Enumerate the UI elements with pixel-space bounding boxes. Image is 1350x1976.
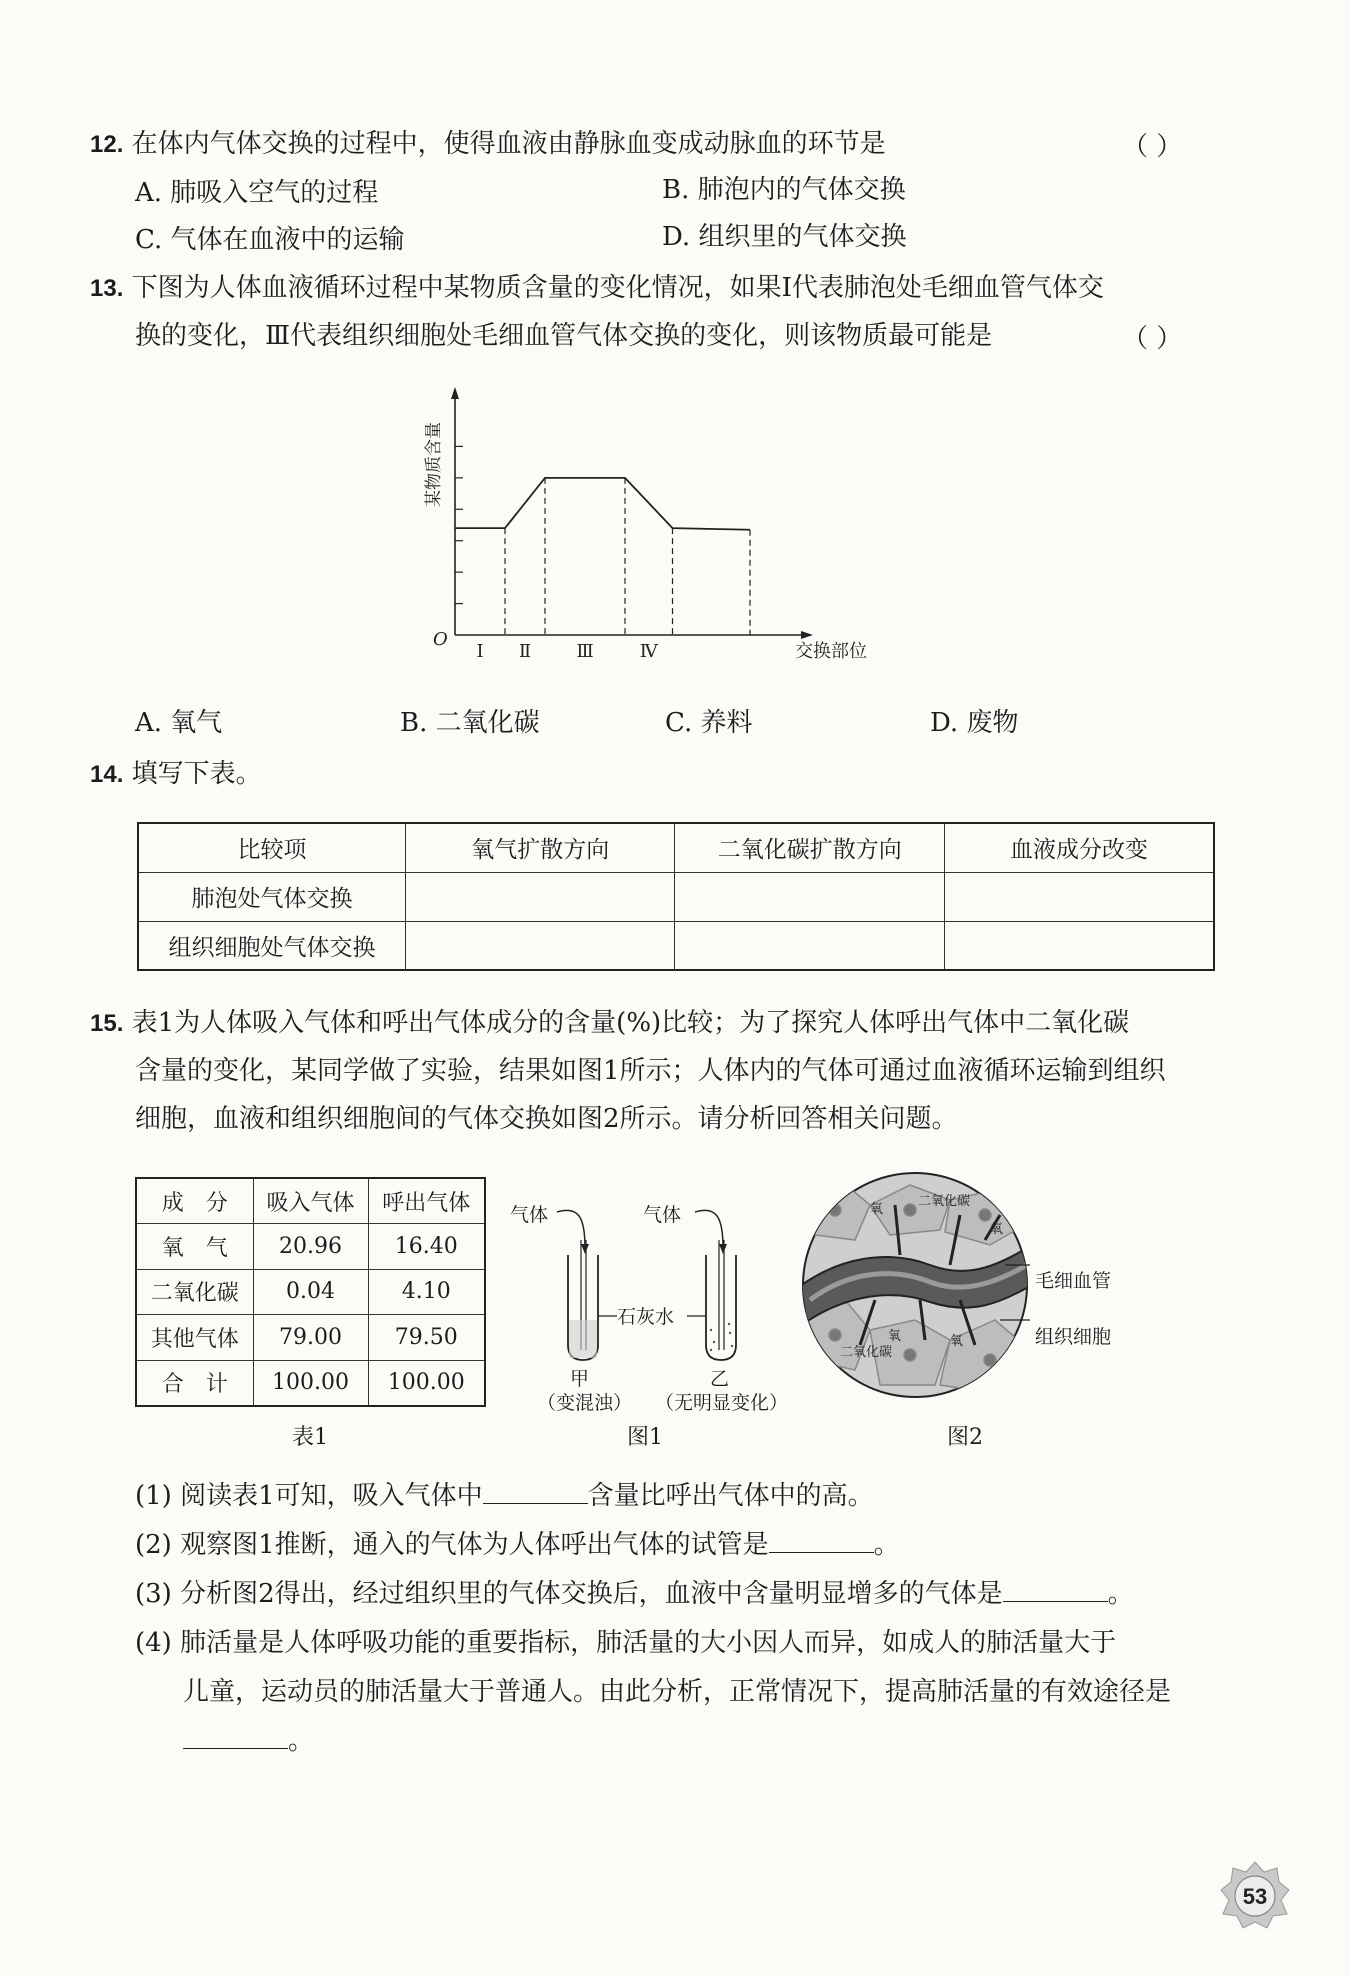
fig2-co2-top: 二氧化碳	[918, 1194, 971, 1209]
table-cell: 二氧化碳	[136, 1269, 253, 1315]
series-line	[455, 478, 750, 530]
q14-number: 14.	[90, 761, 124, 788]
fig1-reagent-label: 石灰水	[617, 1306, 675, 1328]
table-header-cell: 呼出气体	[368, 1178, 485, 1224]
table-cell: 20.96	[253, 1224, 368, 1270]
q14-stem-line	[90, 756, 262, 793]
fig1-tube-b-note: （无明显变化）	[655, 1392, 789, 1414]
q15-sub4-line3	[183, 1723, 314, 1759]
table-row-label: 组织细胞处气体交换	[138, 921, 406, 970]
x-tick-label: Ⅱ	[518, 641, 532, 662]
q13-stem-2: 换的变化，Ⅲ代表组织细胞处毛细血管气体交换的变化，则该物质最可能是	[135, 321, 993, 351]
answer-blank[interactable]	[769, 1527, 874, 1553]
table-row	[138, 872, 1214, 921]
page-number-badge	[1219, 1860, 1291, 1932]
answer-cell[interactable]	[406, 921, 675, 970]
fig1-tube-b-label: 乙	[710, 1368, 730, 1390]
table-row	[136, 1224, 485, 1270]
figure-2-caption: 图2	[947, 1425, 983, 1450]
q15-sub2-text-b: 。	[873, 1530, 900, 1560]
table-row-label: 肺泡处气体交换	[138, 872, 406, 921]
answer-cell[interactable]	[944, 872, 1214, 921]
table-row	[136, 1315, 485, 1361]
q15-stem-line1	[90, 1005, 1129, 1042]
fig1-gas-left: 气体	[510, 1204, 549, 1226]
q14-table	[137, 822, 1215, 971]
figure-2-capillary-diagram	[800, 1170, 1030, 1400]
y-axis-label: 某物质含量	[424, 422, 444, 507]
q13-option-c[interactable]: C. 养料	[665, 708, 753, 738]
q12-stem-line	[90, 126, 886, 163]
origin-label: O	[433, 629, 448, 650]
substance-content-chart	[415, 385, 935, 675]
limewater-b-dots	[710, 1323, 733, 1351]
table-header-cell: 氧气扩散方向	[406, 823, 675, 872]
table-row	[136, 1269, 485, 1315]
x-axis-label: 交换部位	[795, 641, 867, 662]
table-cell: 100.00	[253, 1360, 368, 1406]
q12-number: 12.	[90, 131, 124, 158]
table-cell: 79.00	[253, 1315, 368, 1361]
fig2-co2-bottom: 二氧化碳	[840, 1345, 893, 1360]
arrow-head-icon	[581, 1244, 589, 1254]
table-header-row	[136, 1178, 485, 1224]
q15-sub4-line1: (4) 肺活量是人体呼吸功能的重要指标，肺活量的大小因人而异，如成人的肺活量大于	[135, 1628, 1117, 1658]
page-number: 53	[1242, 1884, 1268, 1909]
table-header-cell: 血液成分改变	[944, 823, 1214, 872]
table-row	[138, 921, 1214, 970]
y-axis-arrow-icon	[451, 387, 459, 399]
table-1-caption: 表1	[292, 1425, 328, 1450]
q15-sub1	[135, 1478, 874, 1514]
table-cell: 合 计	[136, 1360, 253, 1406]
answer-blank[interactable]	[483, 1478, 588, 1504]
answer-cell[interactable]	[675, 921, 944, 970]
x-axis-arrow-icon	[801, 631, 813, 639]
fig2-o2-right: 氧	[990, 1222, 1004, 1237]
q13-option-a[interactable]: A. 氧气	[135, 708, 223, 738]
q15-sub4-line2: 儿童，运动员的肺活量大于普通人。由此分析，正常情况下，提高肺活量的有效途径是	[183, 1677, 1172, 1707]
q15-sub3-text-a: (3) 分析图2得出，经过组织里的气体交换后，血液中含量明显增多的气体是	[135, 1579, 1003, 1609]
q15-stem-2: 含量的变化，某同学做了实验，结果如图1所示；人体内的气体可通过血液循环运输到组织	[135, 1056, 1166, 1086]
q12-stem: 在体内气体交换的过程中，使得血液由静脉血变成动脉血的环节是	[131, 129, 886, 159]
table-cell: 氧 气	[136, 1224, 253, 1270]
x-tick-label: Ⅲ	[576, 641, 594, 662]
table-1	[135, 1177, 486, 1407]
limewater-a	[569, 1320, 597, 1358]
q15-sub1-text-a: (1) 阅读表1可知，吸入气体中	[135, 1481, 483, 1511]
fig1-gas-right: 气体	[643, 1204, 682, 1226]
table-cell: 16.40	[368, 1224, 485, 1270]
table-row	[136, 1360, 485, 1406]
q14-stem: 填写下表。	[131, 759, 262, 789]
table-header-cell: 成 分	[136, 1178, 253, 1224]
fig2-o2-bottom: 氧	[888, 1329, 902, 1344]
fig2-o2-top: 氧	[870, 1202, 884, 1217]
fig1-tube-a-label: 甲	[570, 1368, 590, 1390]
x-tick-label: Ⅰ	[476, 641, 484, 662]
q15-sub2-text-a: (2) 观察图1推断，通入的气体为人体呼出气体的试管是	[135, 1530, 769, 1560]
table-header-cell: 二氧化碳扩散方向	[675, 823, 944, 872]
answer-blank[interactable]	[1003, 1576, 1108, 1602]
q13-answer-paren[interactable]: （ ）	[1122, 324, 1183, 354]
table-header-cell: 比较项	[138, 823, 406, 872]
q13-stem-1: 下图为人体血液循环过程中某物质含量的变化情况，如果Ⅰ代表肺泡处毛细血管气体交	[131, 273, 1104, 303]
table-cell: 0.04	[253, 1269, 368, 1315]
q15-sub1-text-b: 含量比呼出气体中的高。	[587, 1481, 874, 1511]
answer-cell[interactable]	[675, 872, 944, 921]
q15-sub3	[135, 1576, 1134, 1612]
answer-cell[interactable]	[406, 872, 675, 921]
q15-sub4-end: 。	[288, 1726, 315, 1756]
q15-stem-3: 细胞，血液和组织细胞间的气体交换如图2所示。请分析回答相关问题。	[135, 1104, 958, 1134]
q12-answer-paren[interactable]: （ ）	[1122, 132, 1183, 162]
test-tube-b	[706, 1255, 736, 1360]
fig1-tube-a-note: （变混浊）	[537, 1392, 633, 1414]
table-header-cell: 吸入气体	[253, 1178, 368, 1224]
q13-option-d[interactable]: D. 废物	[930, 708, 1019, 738]
q12-option-b[interactable]: B. 肺泡内的气体交换	[662, 175, 906, 205]
q13-option-b[interactable]: B. 二氧化碳	[400, 708, 540, 738]
figure-1-caption: 图1	[627, 1425, 663, 1450]
q12-option-a[interactable]: A. 肺吸入空气的过程	[135, 178, 379, 208]
x-tick-label: Ⅳ	[639, 641, 658, 662]
table-cell: 79.50	[368, 1315, 485, 1361]
q15-number: 15.	[90, 1010, 124, 1037]
table-cell: 4.10	[368, 1269, 485, 1315]
q13-number: 13.	[90, 275, 124, 302]
fig2-capillary-label: 毛细血管	[1035, 1270, 1112, 1292]
table-header-row	[138, 823, 1214, 872]
q15-sub3-text-b: 。	[1107, 1579, 1134, 1609]
q12-option-d[interactable]: D. 组织里的气体交换	[662, 222, 907, 252]
q13-stem-line1	[90, 270, 1104, 307]
answer-cell[interactable]	[944, 921, 1214, 970]
table-cell: 其他气体	[136, 1315, 253, 1361]
arrow-head-icon	[719, 1244, 727, 1254]
answer-blank[interactable]	[183, 1723, 288, 1749]
fig2-o2-bottom2: 氧	[950, 1334, 964, 1349]
q15-stem-1: 表1为人体吸入气体和呼出气体成分的含量(%)比较；为了探究人体呼出气体中二氧化碳	[131, 1008, 1130, 1038]
q15-sub2	[135, 1527, 900, 1563]
fig2-tissue-cell-label: 组织细胞	[1035, 1326, 1112, 1348]
q12-option-c[interactable]: C. 气体在血液中的运输	[135, 225, 405, 255]
table-cell: 100.00	[368, 1360, 485, 1406]
